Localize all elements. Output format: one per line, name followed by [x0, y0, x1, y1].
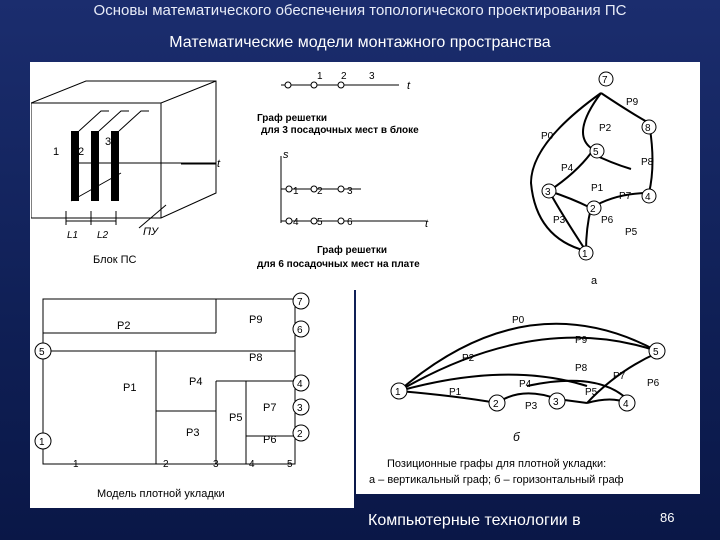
region-label: P3	[186, 427, 200, 439]
region-label: P9	[249, 314, 263, 326]
v-edge-label: P3	[553, 215, 566, 226]
bottom-node: 3	[213, 459, 219, 470]
h-node: 4	[623, 399, 629, 410]
region-label: P7	[263, 402, 277, 414]
packing-node: 6	[297, 325, 303, 336]
h-node: 2	[493, 399, 499, 410]
h-edge-label: P4	[519, 379, 532, 390]
v-edge-label: P0	[541, 131, 554, 142]
v-edge-label: P8	[641, 157, 654, 168]
region-label: P8	[249, 352, 263, 364]
horizontal-graph	[357, 291, 699, 493]
caption-line2: а – вертикальный граф; б – горизонтальный граф	[369, 474, 624, 486]
dim-l2: L2	[97, 230, 109, 241]
v-node: 1	[582, 249, 588, 260]
t-axis-label: t	[425, 218, 429, 230]
packing-node: 1	[39, 437, 45, 448]
v-edge-label: P9	[626, 97, 639, 108]
v-node: 5	[593, 147, 599, 158]
h-edge-label: P6	[647, 378, 660, 389]
dim-l1: L1	[67, 230, 79, 241]
packing-node: 5	[39, 347, 45, 358]
packing-node: 7	[297, 297, 303, 308]
grid-node: 3	[347, 186, 353, 197]
v-node: 4	[645, 192, 651, 203]
footer-text: Компьютерные технологии в	[368, 512, 581, 529]
bottom-node: 4	[249, 459, 255, 470]
t-axis-label: t	[407, 80, 411, 92]
bottom-node: 5	[287, 459, 293, 470]
top-node: 3	[369, 71, 375, 82]
caption-line1: Позиционные графы для плотной укладки:	[387, 458, 607, 470]
h-edge-label: P5	[585, 387, 598, 398]
h-node: 3	[553, 397, 559, 408]
caption-3-line2: для 3 посадочных мест в блоке	[261, 125, 419, 136]
v-edge-label: P1	[591, 183, 604, 194]
v-node: 2	[590, 204, 596, 215]
v-edge-label: P4	[561, 163, 574, 174]
region-label: P4	[189, 376, 203, 388]
h-edge-label: P1	[449, 387, 462, 398]
h-node: 1	[395, 387, 401, 398]
top-node: 1	[317, 71, 323, 82]
packing-node: 2	[297, 429, 303, 440]
upper-diagram	[31, 63, 699, 289]
slot-number: 2	[78, 146, 85, 158]
h-graph-tag: б	[513, 430, 520, 444]
v-edge-label: P2	[599, 123, 612, 134]
packing-panel	[30, 290, 354, 508]
packing-diagram	[31, 291, 353, 507]
h-edge-label: P9	[575, 335, 588, 346]
region-label: P5	[229, 412, 243, 424]
caption-6-line2: для 6 посадочных мест на плате	[257, 259, 420, 270]
h-edge-label: P8	[575, 363, 588, 374]
v-graph-tag: а	[591, 275, 598, 287]
s-axis-label: s	[283, 149, 289, 161]
horizontal-panel	[356, 290, 700, 494]
h-edge-label: P7	[613, 371, 626, 382]
region-label: P2	[117, 320, 131, 332]
grid-node: 5	[317, 217, 323, 228]
h-node: 5	[653, 347, 659, 358]
slot-number: 1	[53, 146, 60, 158]
caption-6-line1: Граф решетки	[317, 245, 387, 256]
packing-node: 3	[297, 403, 303, 414]
v-node: 8	[645, 123, 651, 134]
packing-caption: Модель плотной укладки	[97, 488, 225, 500]
v-node: 7	[602, 75, 608, 86]
slot-number: 3	[105, 136, 112, 148]
region-label: P6	[263, 434, 277, 446]
region-label: P1	[123, 382, 137, 394]
grid-node: 4	[293, 217, 299, 228]
bottom-node: 1	[73, 459, 79, 470]
grid-node: 2	[317, 186, 323, 197]
h-edge-label: P0	[512, 315, 525, 326]
bottom-node: 2	[163, 459, 169, 470]
v-edge-label: P7	[619, 191, 632, 202]
h-edge-label: P2	[462, 353, 475, 364]
v-edge-label: P6	[601, 215, 614, 226]
packing-node: 4	[297, 379, 303, 390]
grid-node: 6	[347, 217, 353, 228]
block-label: Блок ПС	[93, 254, 137, 266]
header-title: Основы математического обеспечения топологического проектирования ПС	[93, 2, 627, 19]
page-number: 86	[660, 510, 675, 525]
caption-3-line1: Граф решетки	[257, 113, 327, 124]
pu-label: ПУ	[143, 226, 159, 238]
upper-panel	[30, 62, 700, 290]
t-axis-label: t	[217, 158, 221, 170]
v-node: 3	[545, 187, 551, 198]
h-edge-label: P3	[525, 401, 538, 412]
grid-node: 1	[293, 186, 299, 197]
v-edge-label: P5	[625, 227, 638, 238]
top-node: 2	[341, 71, 347, 82]
slide-subtitle: Математические модели монтажного пространства	[169, 34, 551, 51]
